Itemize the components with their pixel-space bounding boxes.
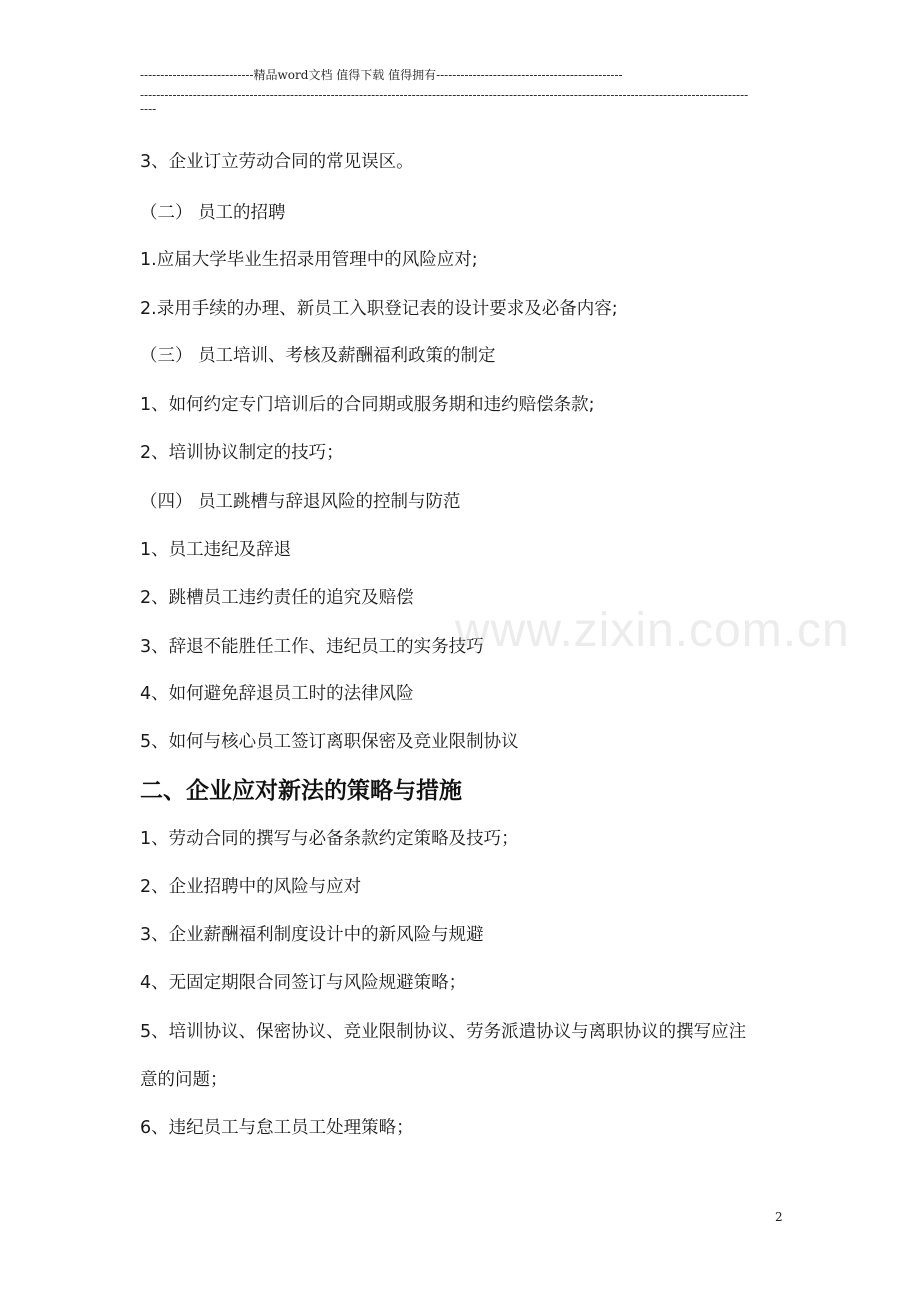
list-item: 1、劳动合同的撰写与必备条款约定策略及技巧； bbox=[140, 829, 519, 849]
list-item: 3、辞退不能胜任工作、违纪员工的实务技巧 bbox=[140, 637, 484, 657]
header-banner-line: ----------------------------精品word文档 值得下载 值得拥有---------------------------------------------- bbox=[140, 68, 623, 82]
list-item: 2、培训协议制定的技巧； bbox=[140, 443, 344, 463]
list-item: 1、如何约定专门培训后的合同期或服务期和违约赔偿条款; bbox=[140, 395, 595, 415]
list-item: 2、企业招聘中的风险与应对 bbox=[140, 877, 362, 897]
list-item: 1.应届大学毕业生招录用管理中的风险应对; bbox=[140, 250, 478, 270]
list-item: 3、企业订立劳动合同的常见误区。 bbox=[140, 152, 414, 172]
list-item: 2.录用手续的办理、新员工入职登记表的设计要求及必备内容; bbox=[140, 299, 618, 319]
list-item: 5、培训协议、保密协议、竞业限制协议、劳务派遣协议与离职协议的撰写应注 bbox=[140, 1022, 747, 1042]
watermark: www.zixin.com.cn bbox=[455, 604, 850, 657]
header-divider-line: ------------------------------------------------------------------------------------------------------------------------------------------------------ bbox=[140, 88, 749, 102]
list-item: 2、跳槽员工违约责任的追究及赔偿 bbox=[140, 588, 414, 608]
page-number: 2 bbox=[775, 1210, 783, 1224]
header-divider-tail: ---- bbox=[140, 102, 157, 116]
list-item: 5、如何与核心员工签订离职保密及竞业限制协议 bbox=[140, 732, 519, 752]
list-item: 1、员工违纪及辞退 bbox=[140, 540, 292, 560]
list-item-continuation: 意的问题； bbox=[140, 1070, 228, 1090]
list-item: 3、企业薪酬福利制度设计中的新风险与规避 bbox=[140, 925, 484, 945]
subsection-heading: （三） 员工培训、考核及薪酬福利政策的制定 bbox=[140, 346, 496, 366]
list-item: 4、无固定期限合同签订与风险规避策略； bbox=[140, 973, 467, 993]
list-item: 6、违纪员工与怠工员工处理策略； bbox=[140, 1118, 414, 1138]
subsection-heading: （二） 员工的招聘 bbox=[140, 203, 286, 223]
list-item: 4、如何避免辞退员工时的法律风险 bbox=[140, 684, 414, 704]
section-heading: 二、企业应对新法的策略与措施 bbox=[140, 778, 462, 804]
subsection-heading: （四） 员工跳槽与辞退风险的控制与防范 bbox=[140, 492, 461, 512]
